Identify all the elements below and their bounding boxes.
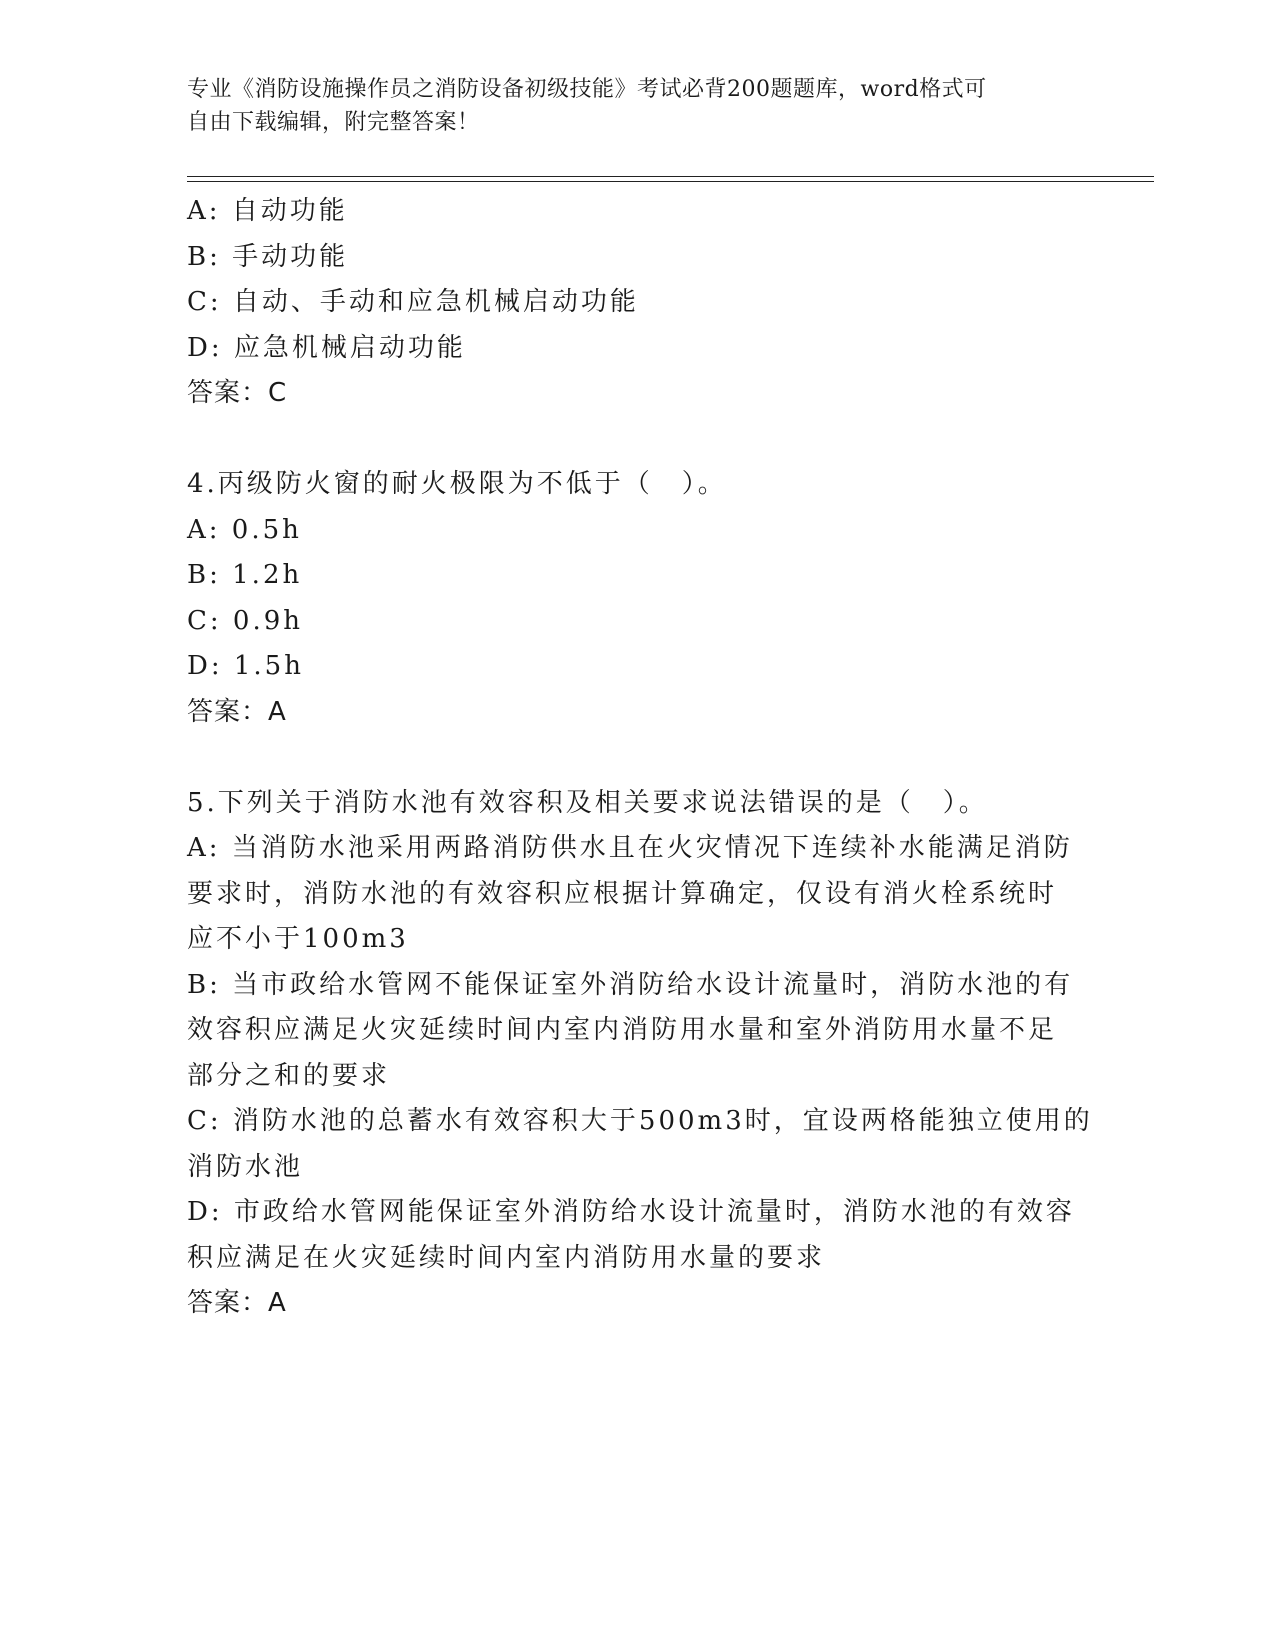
question-content	[187, 189, 1093, 1327]
q4-option-d: D: 1.5h	[187, 651, 304, 681]
document-header	[187, 73, 1067, 139]
q5-option-d	[187, 1190, 1087, 1281]
question-5	[187, 781, 1093, 1327]
q4-answer: 答案：A	[187, 696, 287, 727]
q5-option-d-line-1: D: 市政给水管网能保证室外消防给水设计流量时，消防水池的有效容	[187, 1197, 1075, 1227]
q3-answer: 答案：C	[187, 378, 288, 408]
q5-option-c-line-1: C: 消防水池的总蓄水有效容积大于500m3时，宜设两格能独立使用的	[187, 1106, 1093, 1136]
q5-option-a-line-1: A: 当消防水池采用两路消防供水且在火灾情况下连续补水能满足消防	[187, 833, 1073, 863]
question-3	[187, 189, 1087, 417]
q5-option-b-line-3: 部分之和的要求	[187, 1060, 391, 1091]
header-divider-top	[187, 176, 1154, 177]
q4-option-c: C: 0.9h	[187, 605, 304, 636]
q5-option-a-line-3: 应不小于100m3	[187, 924, 409, 954]
spacer	[187, 417, 1087, 463]
q5-option-b-line-1: B: 当市政给水管网不能保证室外消防给水设计流量时，消防水池的有	[187, 969, 1074, 1000]
q3-option-b: B: 手动功能	[187, 241, 349, 272]
header-divider-bottom	[187, 181, 1154, 182]
q4-option-b: B: 1.2h	[187, 560, 303, 590]
q3-option-a: A: 自动功能	[187, 196, 348, 226]
question-4	[187, 462, 1087, 735]
q5-option-a	[187, 826, 1087, 963]
q5-option-d-line-2: 积应满足在火灾延续时间内室内消防用水量的要求	[187, 1242, 826, 1273]
header-line-1: 专业《消防设施操作员之消防设备初级技能》考试必背200题题库，word格式可	[187, 77, 987, 102]
q5-stem: 5.下列关于消防水池有效容积及相关要求说法错误的是（ ）。	[187, 787, 988, 818]
q3-option-c: C: 自动、手动和应急机械启动功能	[187, 287, 639, 317]
q5-option-c	[187, 1099, 1093, 1190]
q3-option-d: D: 应急机械启动功能	[187, 332, 466, 363]
q4-stem: 4.丙级防火窗的耐火极限为不低于（ ）。	[187, 469, 727, 499]
q5-option-b	[187, 963, 1087, 1100]
q5-option-b-line-2: 效容积应满足火灾延续时间内室内消防用水量和室外消防用水量不足	[187, 1015, 1058, 1045]
q5-option-c-line-2: 消防水池	[187, 1151, 304, 1182]
q5-answer: 答案：A	[187, 1288, 287, 1318]
header-line-2: 自由下载编辑，附完整答案！	[187, 110, 480, 135]
spacer	[187, 735, 1087, 781]
q4-option-a: A: 0.5h	[187, 514, 302, 545]
q5-option-a-line-2: 要求时，消防水池的有效容积应根据计算确定，仅设有消火栓系统时	[187, 878, 1058, 909]
